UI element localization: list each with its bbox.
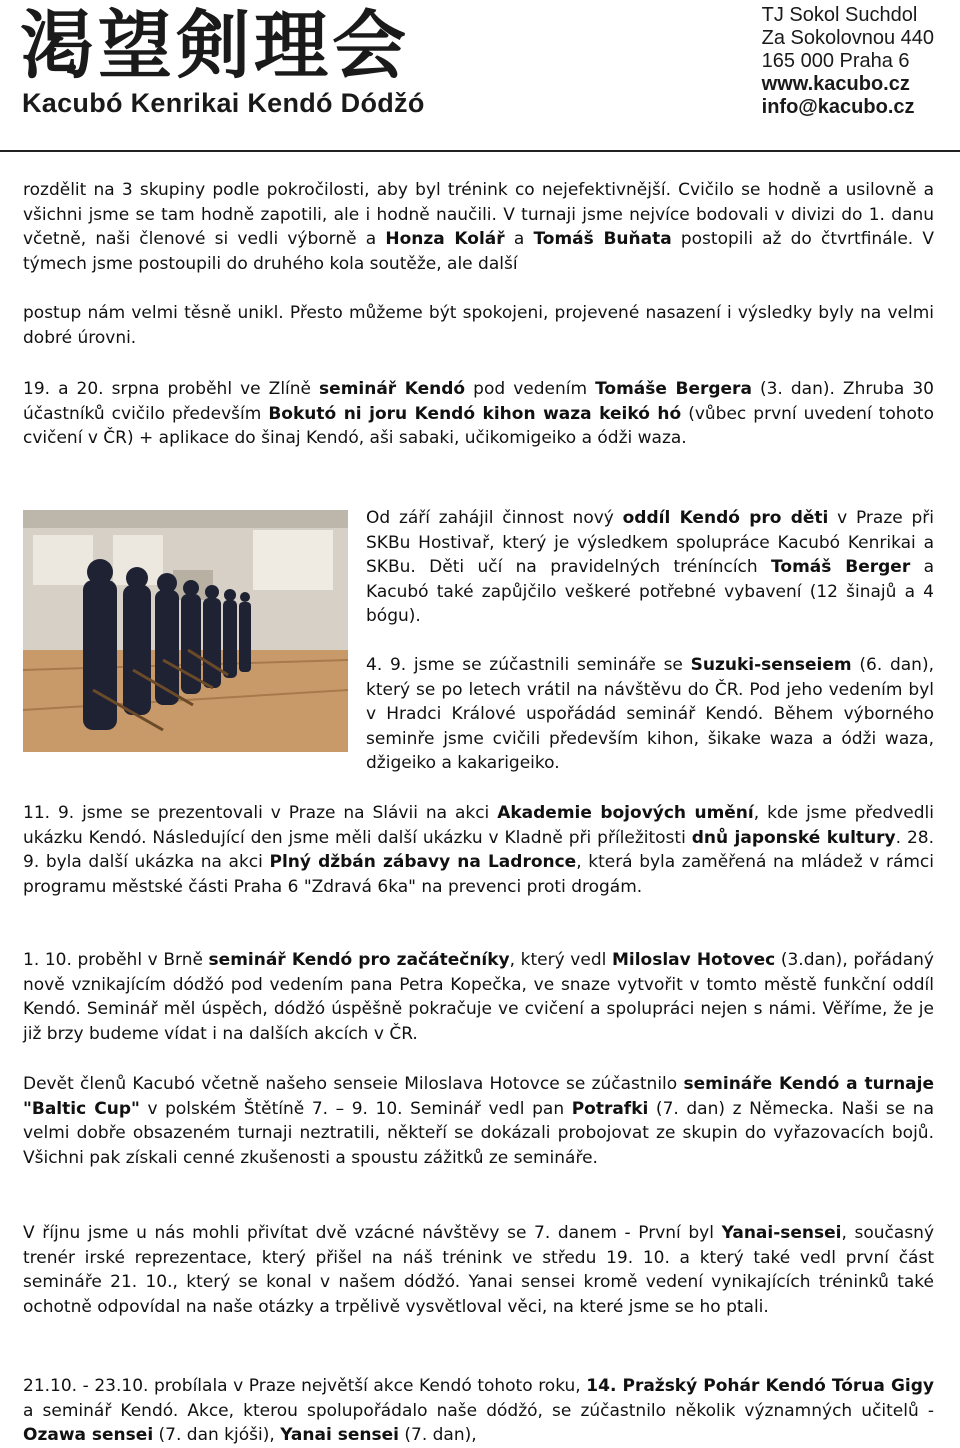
bold-text: Plný džbán zábavy na Ladronce	[269, 852, 577, 872]
text-run: (3.dan), pořádaný nově vznikajícím dódžó pod vedením pana Petra Kopečka, ve snaze vytvořit v tomto městě funkční oddíl Kendó. Seminář měl úspěch, dódžó úspěšně pokračuje ve cvičení a spolupráci nejen s námi. Věříme, že je již brzy budeme vídat i na dalších akcích v ČR.	[23, 950, 934, 1044]
bold-text: Ozawa sensei	[23, 1425, 154, 1445]
paragraph-tournament-results	[23, 178, 934, 276]
text-run: a seminář Kendó. Akce, kterou spolupořádalo naše dódžó, se zúčastnilo několik významných učitelů -	[23, 1400, 934, 1421]
paragraph-yanai-visit	[23, 1221, 934, 1319]
text-run: v Praze při SKBu Hostivař, který je výsledkem spolupráce Kacubó Kenrikai a SKBu. Děti učí na pravidelných tréníncích	[366, 508, 934, 577]
text-run: postup nám velmi těsně unikl. Přesto můžeme být spokojeni, projevené nasazení i výsledky byly na velmi dobré úrovni.	[23, 303, 934, 348]
header-divider	[0, 150, 960, 152]
text-run: rozdělit na 3 skupiny podle pokročilosti, aby byl trénink co nejefektivnější. Cvičilo se hodně a usilovně a všichni jsme se tam hodně zapotili, ale i hodně naučili. V turnaji jsme nejvíce bodovali v divizi do 1. danu včetně, naši členové si vedli výborně a	[23, 180, 934, 249]
club-logo-kanji: 渇望剣理会	[20, 3, 410, 89]
bold-text: Honza Kolář	[385, 229, 505, 249]
text-run: . 28. 9. byla další ukázka na akci	[23, 827, 934, 872]
paragraph-kids-section	[366, 506, 934, 629]
contact-email: info@kacubo.cz	[761, 96, 915, 118]
bold-text: Akademie bojových umění	[497, 803, 754, 823]
text-run: , která byla zaměřená na mládež v rámci programu městské části Praha 6 "Zdravá 6ka" na prevenci proti drogám.	[23, 852, 934, 897]
text-run: (6. dan), který se po letech vrátil na návštěvu do ČR. Pod jeho vedením byl v Hradci Králové uspořádád seminář Kendó. Během výborného seminře jsme cvičili především kihon, šikake waza a ódži waza, džigeiko a kakarigeiko.	[366, 655, 934, 773]
text-run: , současný trenér irské reprezentace, který přišel na náš trénink ve středu 19. 10. a který také vedl první část semináře 21. 10., který se konal v našem dódžó. Yanai sensei kromě vedení vynikajících tréninků také ochotně odpovídal na naše otázky a trpělivě vysvětloval věci, na které jsme se ho ptali.	[23, 1223, 935, 1317]
paragraph-brno-seminar	[23, 948, 934, 1046]
bold-text: Miloslav Hotovec	[611, 950, 776, 970]
bold-text: Bokutó ni joru Kendó kihon waza keikó hó	[268, 403, 682, 424]
text-run: V říjnu jsme u nás mohli přivítat dvě vzácné návštěvy se 7. danem - První byl	[23, 1223, 722, 1243]
contact-block	[762, 4, 934, 119]
contact-street: Za Sokolovnou 440	[761, 27, 934, 49]
text-run: 4. 9. jsme se zúčastnili semináře se	[366, 655, 691, 675]
bold-text: Potrafki	[571, 1098, 649, 1119]
bold-text: Suzuki-senseiem	[690, 655, 852, 675]
text-run: 21.10. - 23.10. probílala v Praze největší akce Kendó tohoto roku,	[23, 1376, 587, 1396]
bold-text: Tomáše Bergera	[595, 379, 752, 399]
text-run: Devět členů Kacubó včetně našeho senseie Miloslava Hotovce se zúčastnilo	[23, 1074, 684, 1094]
bold-text: dnů japonské kultury	[691, 827, 896, 848]
text-run: pod vedením	[465, 379, 596, 399]
paragraph-demonstrations	[23, 801, 934, 899]
contact-city: 165 000 Praha 6	[761, 50, 910, 72]
bold-text: semináře Kendó a turnaje "Baltic Cup"	[23, 1074, 935, 1119]
bold-text: 14. Pražský Pohár Kendó Tórua Gigy	[586, 1376, 934, 1396]
text-run: v polském Štětíně 7. – 9. 10. Seminář vedl pan	[139, 1098, 572, 1119]
club-logo-name: Kacubó Kenrikai Kendó Dódžó	[22, 88, 425, 118]
bold-text: oddíl Kendó pro děti	[622, 508, 829, 528]
paragraph-suzuki-seminar	[366, 653, 934, 776]
text-run: (vůbec první uvedení tohoto cvičení v ČR) + aplikace do šinaj Kendó, aši sabaki, učikomigeiko a ódži waza.	[23, 403, 934, 448]
bold-text: seminář Kendó pro začátečníky	[208, 950, 510, 970]
text-run: , kde jsme předvedli ukázku Kendó. Následující den jsme měli další ukázku v Kladně při příležitosti	[23, 803, 935, 848]
bold-text: Tomáš Berger	[771, 557, 911, 577]
contact-org: TJ Sokol Suchdol	[761, 4, 918, 26]
text-run: (7. dan),	[398, 1425, 477, 1445]
text-run: a	[504, 229, 534, 249]
paragraph-zlin-seminar	[23, 377, 934, 451]
bold-text: Yanai-sensei	[721, 1223, 842, 1243]
text-run: a Kacubó také zapůjčilo veškeré potřebné vybavení (12 šinajů a 4 bógu).	[366, 557, 934, 626]
text-run: Od září zahájil činnost nový	[366, 508, 623, 528]
text-run: (7. dan kjóši),	[153, 1425, 281, 1445]
bold-text: Yanai sensei	[280, 1425, 399, 1445]
text-run: (3. dan). Zhruba 30 účastníků cvičilo především	[23, 379, 935, 424]
text-run: 1. 10. proběhl v Brně	[23, 950, 209, 970]
bold-text: seminář Kendó	[319, 379, 466, 399]
text-run: , který vedl	[509, 950, 612, 970]
text-run: (7. dan) z Německa. Naši se na velmi dobře obsazeném turnaji neztratili, někteří se dokázali probojovat ze skupin do vyřazovacích bojů. Všichni pak získali cenné zkušenosti a spoustu zážitků ze semináře.	[23, 1098, 934, 1168]
letterhead	[0, 0, 960, 150]
paragraph-team-result	[23, 301, 934, 350]
paragraph-prague-cup	[23, 1374, 934, 1448]
text-run: 19. a 20. srpna proběhl ve Zlíně	[23, 379, 320, 399]
text-run: postopili až do čtvrtfinále. V týmech jsme postoupili do druhého kola soutěže, ale další	[23, 229, 934, 274]
bold-text: Tomáš Buňata	[533, 229, 672, 249]
paragraph-baltic-cup	[23, 1072, 934, 1170]
contact-website: www.kacubo.cz	[761, 73, 910, 95]
kendo-training-photo	[23, 510, 348, 752]
text-run: 11. 9. jsme se prezentovali v Praze na Slávii na akci	[23, 803, 498, 823]
